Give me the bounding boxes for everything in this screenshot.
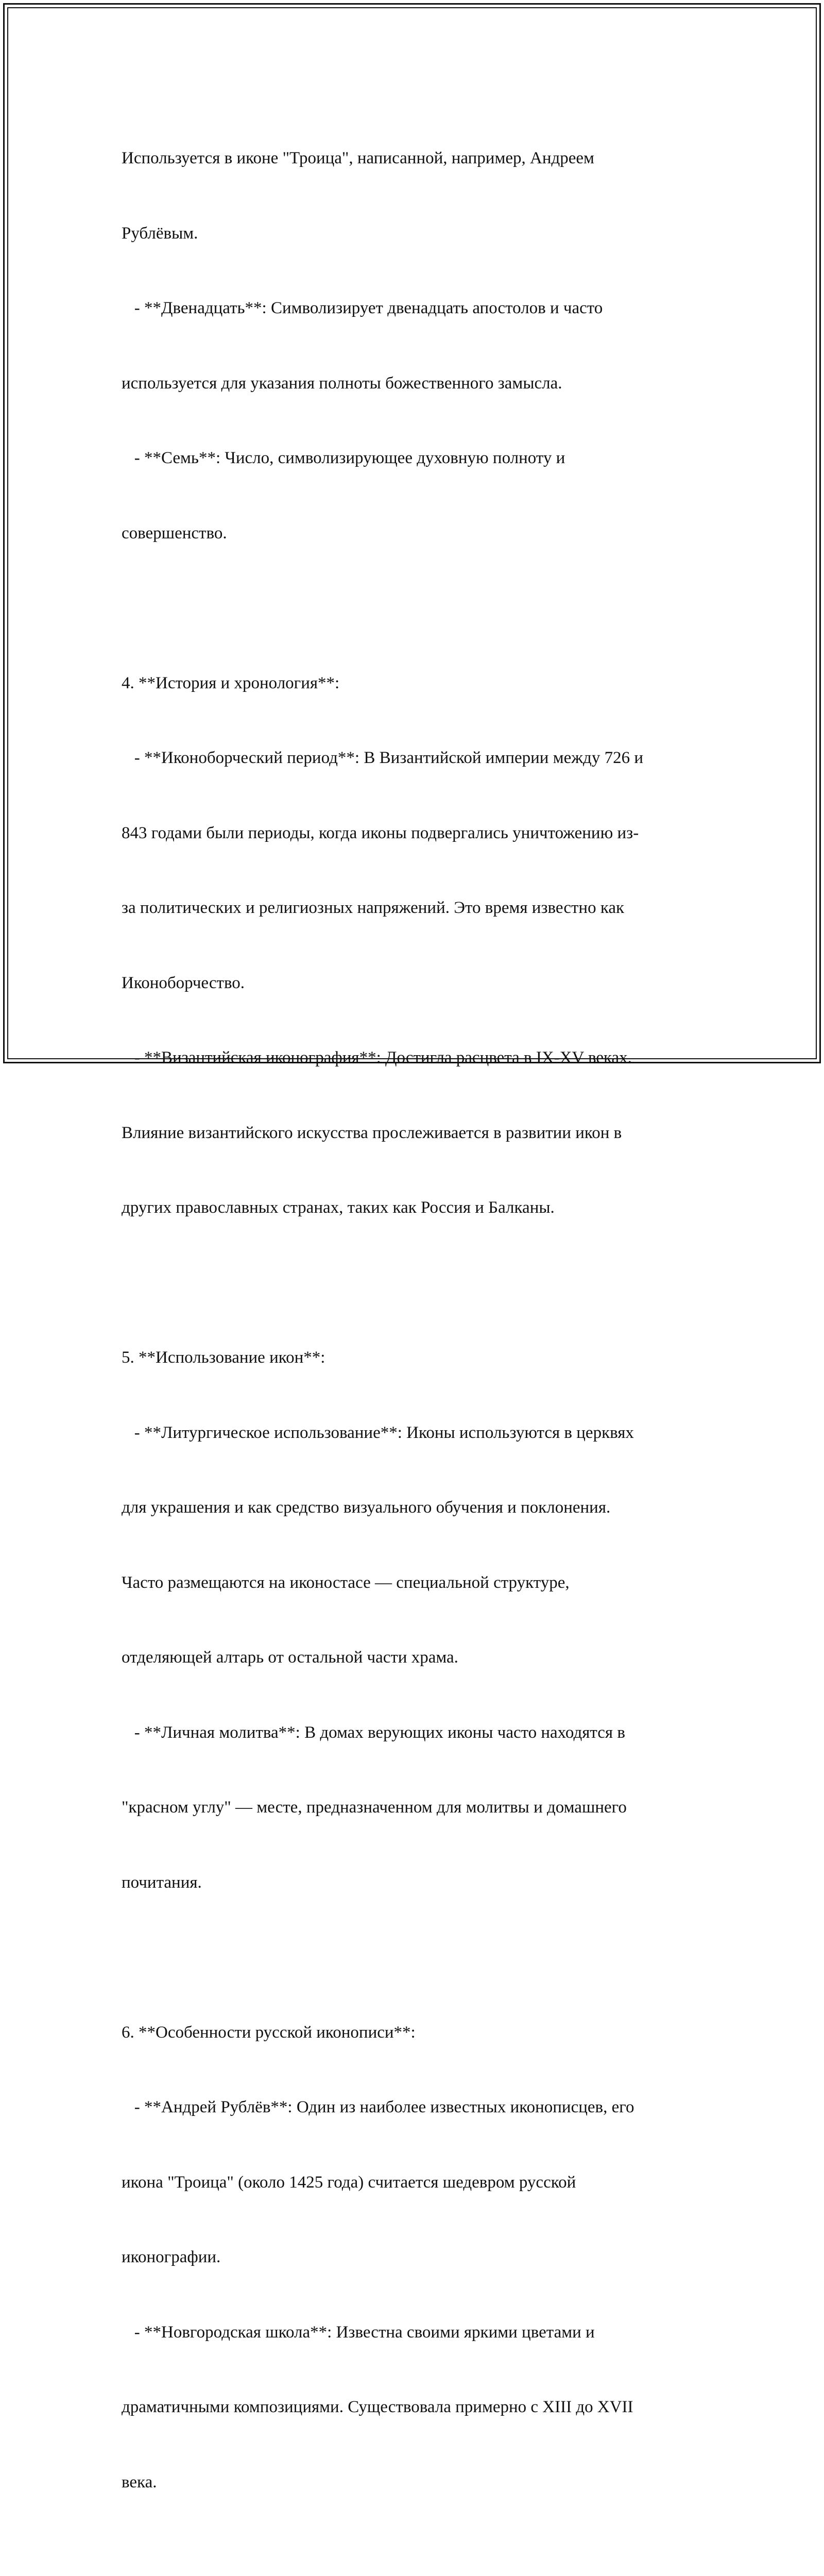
text-line: отделяющей алтарь от остальной части храма. bbox=[122, 1648, 458, 1667]
document-body bbox=[122, 96, 719, 2576]
text-line: Влияние византийского искусства прослеживается в развитии икон в bbox=[122, 1123, 622, 1142]
text-line: используется для указания полноты божественного замысла. bbox=[122, 374, 562, 393]
text-line: - **Иконоборческий период**: В Византийской империи между 726 и bbox=[122, 749, 643, 767]
text-line: почитания. bbox=[122, 1873, 202, 1892]
text-line: Иконоборчество. bbox=[122, 973, 245, 992]
blank-line bbox=[122, 1270, 719, 1296]
text-line: - **Новгородская школа**: Известна своими яркими цветами и bbox=[122, 2323, 595, 2342]
text-line: Используется в иконе "Троица", написанной, например, Андреем bbox=[122, 149, 594, 167]
text-line: века. bbox=[122, 2472, 157, 2492]
text-line: совершенство. bbox=[122, 523, 227, 543]
blank-line bbox=[122, 1945, 719, 1970]
blank-line bbox=[122, 596, 719, 621]
text-line: - **Византийская иконография**: Достигла расцвета в IX-XV веках. bbox=[122, 1048, 632, 1067]
text-line: - **Семь**: Число, символизирующее духовную полноту и bbox=[122, 449, 565, 467]
text-line: Часто размещаются на иконостасе — специальной структуре, bbox=[122, 1573, 570, 1592]
section-heading: 4. **История и хронология**: bbox=[122, 673, 340, 692]
section-heading: 5. **Использование икон**: bbox=[122, 1348, 325, 1367]
text-line: икона "Троица" (около 1425 года) считается шедевром русской bbox=[122, 2173, 576, 2192]
text-line: Рублёвым. bbox=[122, 224, 198, 243]
text-line: других православных странах, таких как Россия и Балканы. bbox=[122, 1198, 555, 1217]
text-line: драматичными композициями. Существовала примерно с XIII до XVII bbox=[122, 2398, 633, 2416]
text-line: - **Андрей Рублёв**: Один из наиболее известных иконописцев, его bbox=[122, 2098, 634, 2116]
text-line: за политических и религиозных напряжений. Это время известно как bbox=[122, 899, 625, 917]
text-line: - **Двенадцать**: Символизирует двенадцать апостолов и часто bbox=[122, 299, 603, 317]
section-heading: 6. **Особенности русской иконописи**: bbox=[122, 2023, 416, 2042]
text-line: иконографии. bbox=[122, 2248, 221, 2266]
text-line: 843 годами были периоды, когда иконы подвергались уничтожению из- bbox=[122, 823, 639, 842]
text-line: для украшения и как средство визуального обучения и поклонения. bbox=[122, 1498, 611, 1517]
text-line: "красном углу" — месте, предназначенном для молитвы и домашнего bbox=[122, 1798, 627, 1817]
text-line: - **Личная молитва**: В домах верующих иконы часто находятся в bbox=[122, 1723, 625, 1742]
text-line: - **Литургическое использование**: Иконы используются в церквях bbox=[122, 1423, 634, 1442]
blank-line bbox=[122, 2545, 719, 2570]
